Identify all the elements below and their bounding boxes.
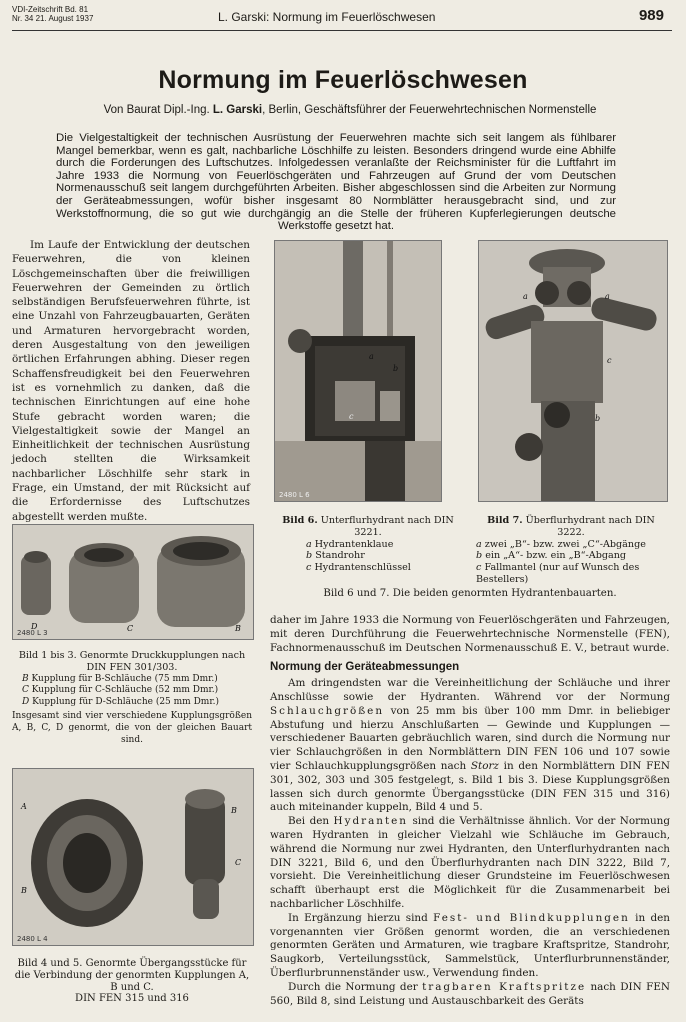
article-title: Normung im Feuerlöschwesen	[158, 66, 528, 94]
couplings-illustration	[13, 525, 253, 639]
text-run: Durch die Normung der	[288, 980, 423, 993]
photo-stamp: 2480 L 4	[17, 935, 48, 943]
byline	[40, 104, 660, 116]
photo-stamp: 2480 L 6	[279, 491, 310, 499]
section-heading: Normung der Geräteabmessungen	[270, 661, 460, 674]
text-run: in den vorgenannten vier Größen genormt worden, die an verschiedenen genormten Geräten und Armaturen, wie tragbare Kraftspritze, Standrohr, Saugkorb, Verteilungsstück, Sammelstück, Unterflurbrunnenständer, Überflurbrunnenständer usw., Verwendung finden.	[270, 911, 670, 979]
caption-item	[278, 562, 458, 574]
item-text: ein „A“- bzw. ein „B“-Abgang	[485, 550, 627, 562]
item-key: a	[476, 538, 482, 550]
journal-volume: VDI-Zeitschrift Bd. 81	[12, 5, 89, 14]
paragraph: Im Laufe der Entwicklung der deutschen Feuerwehren, die von kleinen Löschgemeinschaften über die freiwilligen Feuerwehren der Gemeinden zu örtlich selbständigen Berufsfeuerwehren führte, ist eine Unzahl von Fahrzeugbauarten, Geräten und Armaturen hervorgebracht worden, deren Ausgestaltung von den jeweiligen örtlichen Erfahrungen abhing. Dieser regen Schaffensfreudigkeit bei den Feuerwehren ist es vornehmlich zu danken, daß die technischen Einrichtungen auf eine hohe Stufe gebracht worden waren; die Vielgestaltigkeit sowie der Mangel an Einheitlichkeit der technischen Ausrüstung jedoch stellten die Wirksamkeit nachbarlicher Löschhilfe sehr stark in Frage, ein Umstand, der mit Rücksicht auf die Erfordernisse des Luftschutzes abgestellt werden mußte.	[12, 239, 250, 523]
caption-item	[476, 562, 666, 586]
photo-mark: b	[393, 364, 399, 373]
item-key: a	[306, 538, 312, 550]
left-column-text	[12, 238, 250, 553]
photo-mark: D	[31, 622, 38, 631]
figure-7-photo	[478, 240, 668, 502]
item-text: Hydrantenklaue	[314, 538, 394, 550]
caption-item	[278, 539, 458, 551]
fig-title: Bild 4 und 5. Genormte Übergangsstücke für die Verbindung der genormten Kupplungen A, B und C.	[14, 958, 250, 993]
paragraph	[270, 677, 670, 815]
spaced-term: Fest- und Blindkupplungen	[433, 911, 630, 924]
photo-mark: a	[523, 292, 528, 301]
item-text: Standrohr	[315, 550, 365, 562]
text-run: in den Normblättern DIN FEN 301, 302, 303 und 305 festgelegt, s. Bild 1 bis 3. Diese Kupplungsgrößen lassen sich durch genormte Übergangsstücke (DIN FEN 315 und 316) auch miteinander kuppeln, Bild 4 und 5.	[270, 759, 670, 814]
item-text: Kupplung für B-Schläuche (75 mm Dmr.)	[31, 673, 218, 684]
header-rule	[12, 30, 672, 31]
journal-info	[12, 5, 93, 23]
paragraph	[270, 912, 670, 981]
caption-item	[476, 550, 666, 562]
item-key: c	[476, 562, 482, 574]
paragraph: daher im Jahre 1933 die Normung von Feuerlöschgeräten und Fahrzeugen, mit deren Durchführung die Feuerwehrtechnische Normenstelle (FEN), Fachnormenausschuß im Deutschen Normenausschuß E. V., betraut wurde.	[270, 614, 670, 654]
figures-1-3-caption	[12, 650, 252, 746]
spaced-term: Hydranten	[333, 815, 408, 828]
figures-1-3-photo	[12, 524, 254, 640]
photo-mark: B	[21, 886, 27, 895]
photo-mark: C	[127, 624, 134, 633]
photo-mark: c	[349, 412, 354, 421]
caption-note: Insgesamt sind vier verschiedene Kupplungsgrößen A, B, C, D genormt, die von der gleichen Bauart sind.	[12, 710, 252, 745]
text-run: Am dringendsten war die Vereinheitlichung der Schläuche und ihrer Anschlüsse sowie der Hydranten. Während vor der Normung	[270, 677, 670, 703]
photo-mark: c	[607, 356, 612, 365]
caption-item	[12, 697, 252, 709]
figures-4-5-caption	[12, 958, 252, 1005]
hydrant-overground-illustration	[479, 241, 667, 501]
adapters-illustration	[13, 769, 253, 945]
item-text: Hydrantenschlüssel	[314, 562, 411, 574]
journal-issue-date: Nr. 34 21. August 1937	[12, 14, 94, 23]
text-run: nach DIN FEN 560, Bild 8, sind Leistung und Austauschbarkeit des Geräts	[270, 980, 670, 1007]
author-name: L. Garski	[212, 104, 263, 116]
figure-6-7-caption: Bild 6 und 7. Die beiden genormten Hydrantenbauarten.	[323, 588, 617, 599]
photo-mark: a	[605, 292, 610, 301]
spaced-term: Schlauchgrößen	[270, 704, 385, 717]
byline-prefix: Von Baurat Dipl.-Ing.	[103, 104, 213, 116]
figures-4-5-photo	[12, 768, 254, 946]
page-number: 989	[638, 7, 664, 24]
photo-mark: B	[231, 806, 237, 815]
item-text: Kupplung für C-Schläuche (52 mm Dmr.)	[31, 685, 219, 696]
photo-mark: C	[235, 858, 242, 867]
item-text: zwei „B“- bzw. zwei „C“-Abgänge	[484, 538, 646, 550]
caption-item	[476, 539, 666, 551]
fig-title: Bild 1 bis 3. Genormte Druckkupplungen nach DIN FEN 301/303.	[18, 650, 246, 673]
item-key: C	[22, 685, 29, 696]
photo-mark: B	[235, 624, 241, 633]
item-key: b	[306, 550, 313, 562]
fig-label: Bild 7.	[487, 515, 523, 526]
spaced-term: tragbaren Kraftspritze	[422, 980, 587, 993]
abstract: Die Vielgestaltigkeit der technischen Ausrüstung der Feuerwehren machte sich seit langem als fühlbarer Mangel bemerkbar, wenn es galt, nachbarliche Löschhilfe zu leisten. Besonders dringend wurde eine Abhilfe durch die Forderungen des Luftschutzes. Infolgedessen veranlaßte der Reichsminister für die Luftfahrt im Jahre 1933 die Normung von Feuerlöschgeräten und Fahrzeugen auf Grund der vom Deutschen Normenausschuß seit langem durchgeführten Arbeiten. Bisher abgeschlossen sind die Arbeiten zur Normung der Geräteabmessungen, wofür bisher insgesamt 80 Normblätter herausgebracht sind, und zur Werkstoffnormung, die so gut wie durchgängig an die Stelle der früheren Kupferlegierungen deutsche Werkstoffe gesetzt hat.	[56, 132, 616, 233]
fig-label: Bild 6.	[282, 515, 318, 526]
photo-mark: A	[21, 802, 27, 811]
text-run: von 25 mm bis über 100 mm Dmr. in beliebiger Abstufung und hierzu Anschlußarten — Gewinde und Kupplungen — verschiedener Bauarten gebräuchlich waren, sind durch die Normung nur vier Schlauchgrößen in den Normblättern DIN FEN 106 und 107 sowie vier Schlauchkupplungsgrößen nach	[270, 704, 670, 772]
item-key: B	[22, 673, 29, 684]
item-text: Fallmantel (nur auf Wunsch des Bestellers)	[476, 562, 640, 585]
paragraph	[270, 981, 670, 1009]
caption-item	[278, 550, 458, 562]
caption-item	[12, 685, 252, 697]
fig-title: Überflurhydrant nach DIN 3222.	[525, 515, 655, 538]
text-run: Bei den	[288, 815, 334, 828]
item-key: b	[476, 550, 483, 562]
italic-term: Storz	[470, 759, 499, 772]
figure-6-caption	[278, 515, 458, 574]
photo-stamp: 2480 L 3	[17, 629, 48, 637]
fig-subtitle: DIN FEN 315 und 316	[75, 993, 189, 1005]
hydrant-underground-illustration	[275, 241, 441, 501]
photo-mark: b	[595, 414, 601, 423]
item-key: D	[22, 697, 30, 708]
item-key: c	[306, 562, 312, 574]
text-run: In Ergänzung hierzu sind	[288, 911, 434, 924]
item-text: Kupplung für D-Schläuche (25 mm Dmr.)	[32, 697, 220, 708]
photo-mark: a	[369, 352, 374, 361]
fig-title: Unterflurhydrant nach DIN 3221.	[320, 515, 454, 538]
byline-suffix: , Berlin, Geschäftsführer der Feuerwehrtechnischen Normenstelle	[262, 104, 597, 116]
paragraph	[270, 815, 670, 912]
running-title: L. Garski: Normung im Feuerlöschwesen	[218, 10, 436, 24]
figure-6-photo	[274, 240, 442, 502]
right-column-text	[270, 614, 670, 1008]
figure-7-caption	[476, 515, 666, 586]
caption-item	[12, 674, 252, 686]
text-run: sind die Verhältnisse ähnlich. Vor der Normung waren Hydranten in gleicher Vielzahl wie Schläuche im Gebrauch, während die Normung nur zwei Hydranten, den Unterflurhydranten nach DIN 3221, Bild 6, und den Überflurhydranten nach DIN 3222, Bild 7, vorsieht. Die Vereinheitlichung dieser Grundsteine im Feuerlöschwesen schafft überhaupt erst die Möglichkeit für die Zusammenarbeit bei nachbarlicher Löschhilfe.	[270, 815, 670, 910]
